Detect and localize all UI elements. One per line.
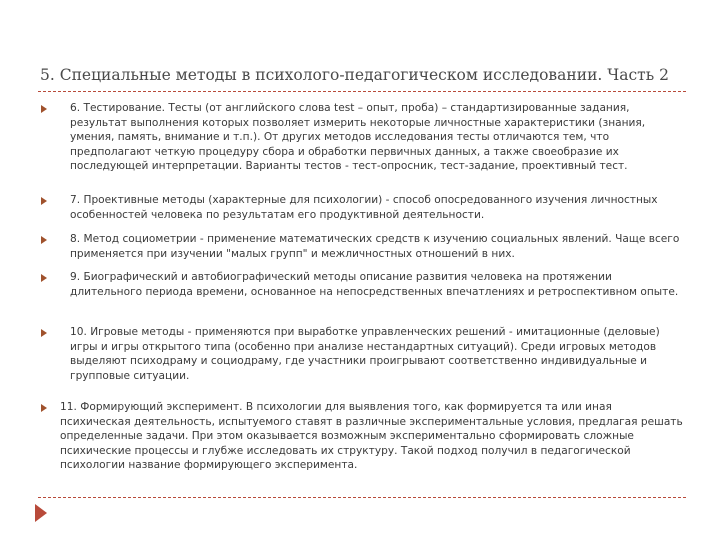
bullet-arrow-icon bbox=[40, 196, 50, 208]
bullet-arrow-icon bbox=[40, 235, 50, 247]
corner-arrow-icon bbox=[34, 503, 48, 523]
footer-divider bbox=[38, 497, 686, 498]
list-item: 10. Игровые методы - применяются при выработке управленческих решений - имитационные (деловые) игры и игры открытого типа (особенно при анализе нестандартных ситуаций). Среди игровых методов выделяют психодраму и социодраму, где участники проигрывают соответственно индивидуальные и групповые ситуации. bbox=[70, 326, 660, 382]
slide-title: 5. Специальные методы в психолого-педагогическом исследовании. Часть 2 bbox=[40, 66, 669, 84]
list-item: 6. Тестирование. Тесты (от английского слова test – опыт, проба) – стандартизированные задания, результат выполнения которых позволяет измерить некоторые личностные характеристики (знания, умения, память, внимание и т.п.). От других методов исследования тесты отличаются тем, что предполагают четкую процедуру сбора и обработки первичных данных, а также своеобразие их последующей интерпретации. Варианты тестов - тест-опросник, тест-задание, проективный тест. bbox=[70, 102, 646, 172]
list-item: 9. Биографический и автобиографический методы описание развития человека на протяжении длительного периода времени, основанное на непосредственных впечатлениях и ретроспективном опыте. bbox=[70, 271, 679, 298]
list-item: 11. Формирующий эксперимент. В психологии для выявления того, как формируется та или иная психическая деятельность, испытуемого ставят в различные экспериментальные условия, предлагая решать определенные задачи. При этом оказывается возможным экспериментально сформировать сложные психические процессы и глубже исследовать их структуру. Такой подход получил в педагогической психологии название формирующего эксперимента. bbox=[60, 401, 683, 471]
bullet-arrow-icon bbox=[40, 403, 50, 415]
bullet-arrow-icon bbox=[40, 273, 50, 285]
bullet-arrow-icon bbox=[40, 104, 50, 116]
list-item: 8. Метод социометрии - применение математических средств к изучению социальных явлений. Чаще всего применяется при изучении "малых групп" и межличностных отношений в них. bbox=[70, 233, 680, 260]
list-item: 7. Проективные методы (характерные для психологии) - способ опосредованного изучения личностных особенностей человека по результатам его продуктивной деятельности. bbox=[70, 194, 658, 221]
bullet-arrow-icon bbox=[40, 328, 50, 340]
